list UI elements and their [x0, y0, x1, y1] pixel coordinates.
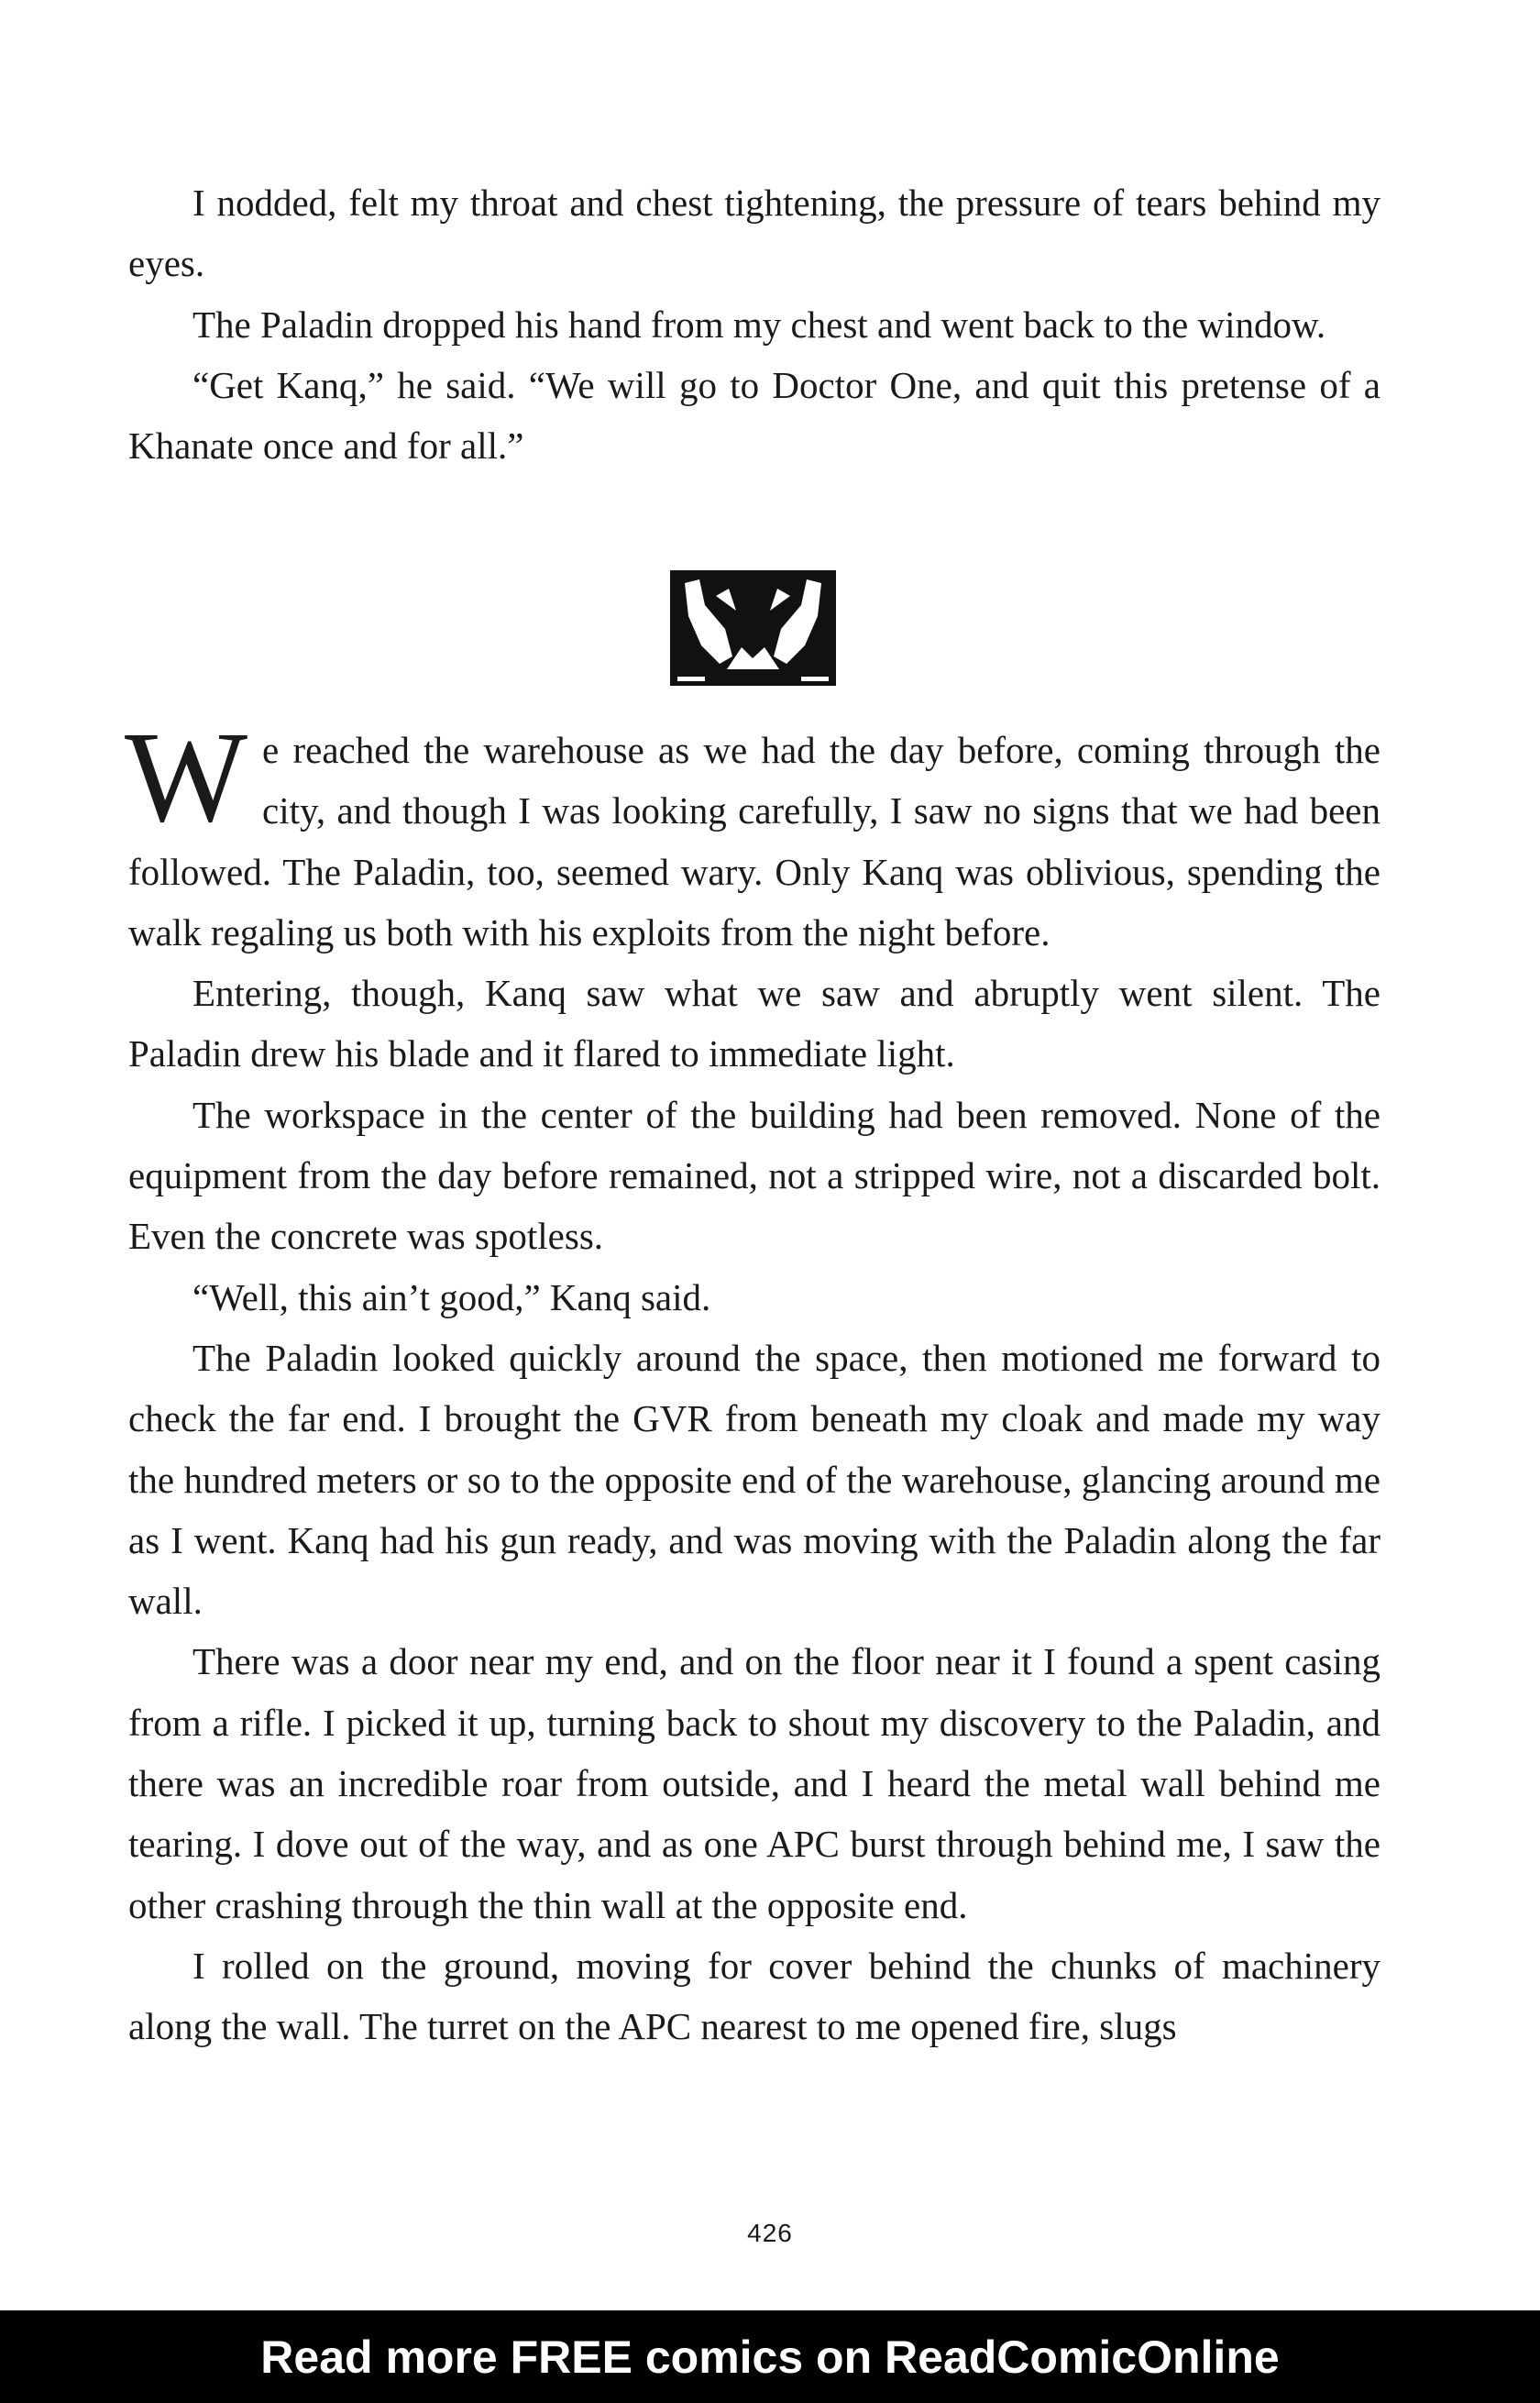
paragraph: I rolled on the ground, moving for cover behind the chunks of machinery along the wall. The turret on the APC nearest to me opened fire, slugs — [128, 1944, 1380, 2048]
page-number: 426 — [747, 2219, 793, 2247]
scene-break-ornament-icon — [668, 568, 838, 688]
paragraph: I nodded, felt my throat and chest tightening, the pressure of tears behind my eyes. — [128, 182, 1380, 285]
paragraph-text: e reached the warehouse as we had the day before, coming through the city, and though I was looking carefully, I saw no signs that we had been followed. The Paladin, too, seemed wary. Only Kanq was oblivious, spending the walk regaling us both with his exploits from the night before. — [128, 729, 1380, 953]
promo-banner-link[interactable]: Read more FREE comics on ReadComicOnline — [260, 2331, 1280, 2383]
paragraph: Entering, though, Kanq saw what we saw and abruptly went silent. The Paladin drew his blade and it flared to immediate light. — [128, 972, 1380, 1075]
paragraph: “Get Kanq,” he said. “We will go to Doctor One, and quit this pretense of a Khanate once and for all.” — [128, 363, 1380, 468]
text-block-after-break — [125, 704, 1380, 2057]
drop-cap: W — [125, 704, 248, 849]
paragraph: “Well, this ain’t good,” Kanq said. — [192, 1275, 711, 1318]
paragraph: The Paladin dropped his hand from my chest and went back to the window. — [192, 303, 1326, 346]
paragraph-with-drop-cap — [125, 704, 1380, 963]
promo-banner[interactable] — [0, 2310, 1540, 2403]
text-block-before-break — [128, 172, 1380, 476]
paragraph: The workspace in the center of the building had been removed. None of the equipment from the day before remained, not a stripped wire, not a discarded bolt. Even the concrete was spotless. — [128, 1093, 1380, 1258]
paragraph: The Paladin looked quickly around the space, then motioned me forward to check the far end. I brought the GVR from beneath my cloak and made my way the hundred meters or so to the opposite end of the warehouse, glancing around me as I went. Kanq had his gun ready, and was moving with the Paladin along the far wall. — [128, 1336, 1380, 1623]
paragraph: There was a door near my end, and on the floor near it I found a spent casing from a rifle. I picked it up, turning back to shout my discovery to the Paladin, and there was an incredible roar from outside, and I heard the metal wall behind me tearing. I dove out of the way, and as one APC burst through behind me, I saw the other crashing through the thin wall at the opposite end. — [128, 1640, 1380, 1926]
